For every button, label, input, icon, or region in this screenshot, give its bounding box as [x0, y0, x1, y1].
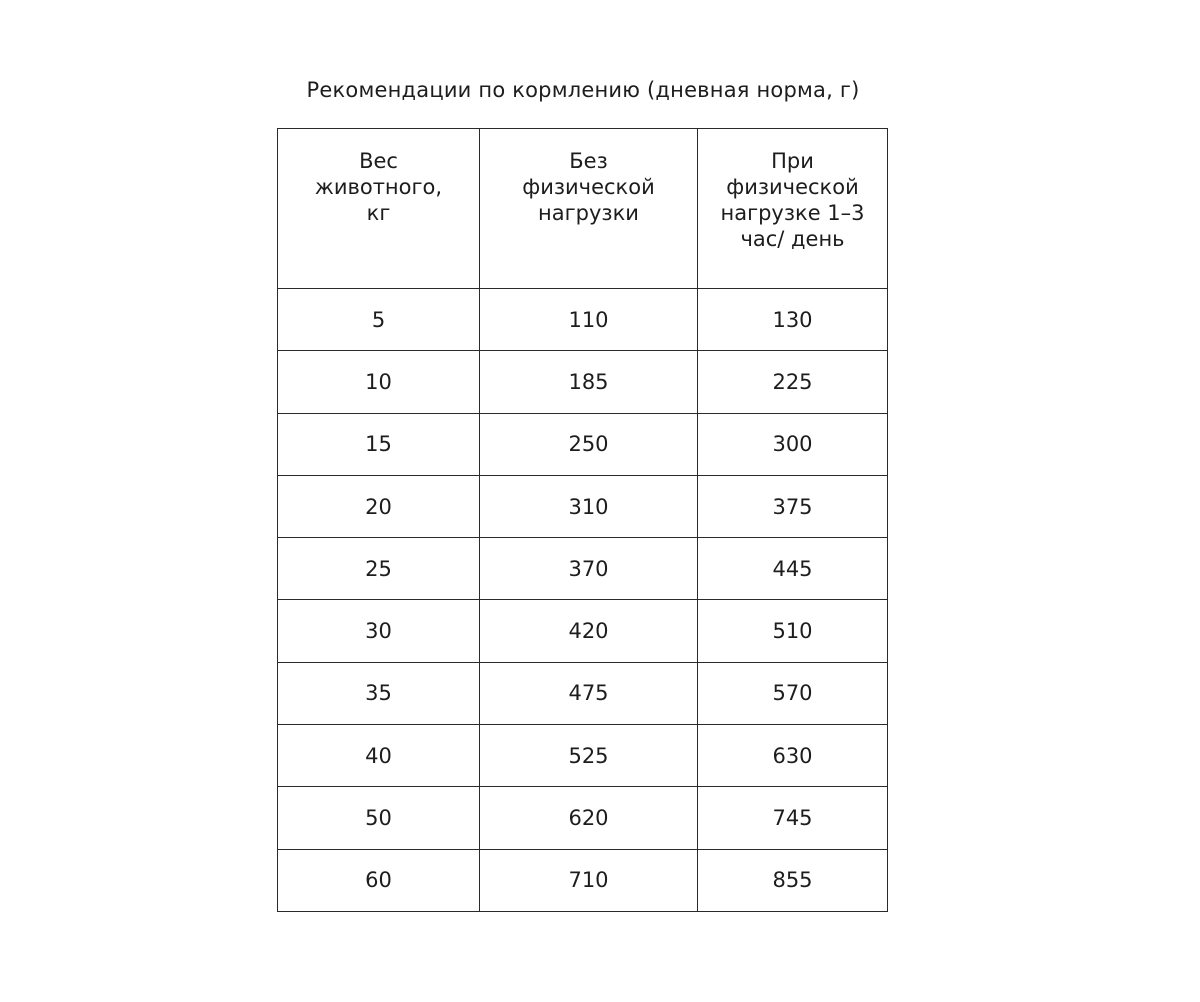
cell-no-activity: 370 — [480, 538, 698, 600]
cell-with-activity: 570 — [698, 662, 888, 724]
cell-with-activity: 375 — [698, 475, 888, 537]
table-row — [278, 725, 888, 787]
cell-no-activity: 420 — [480, 600, 698, 662]
table-header-row — [278, 129, 888, 289]
cell-weight: 60 — [278, 849, 480, 911]
cell-weight: 20 — [278, 475, 480, 537]
cell-with-activity: 300 — [698, 413, 888, 475]
table-row — [278, 600, 888, 662]
cell-weight: 15 — [278, 413, 480, 475]
cell-no-activity: 110 — [480, 289, 698, 351]
table-row — [278, 849, 888, 911]
cell-with-activity: 855 — [698, 849, 888, 911]
cell-with-activity: 510 — [698, 600, 888, 662]
cell-no-activity: 250 — [480, 413, 698, 475]
cell-with-activity: 130 — [698, 289, 888, 351]
table-row — [278, 662, 888, 724]
cell-with-activity: 225 — [698, 351, 888, 413]
header-weight — [278, 129, 480, 289]
feeding-table — [277, 128, 888, 912]
cell-no-activity: 310 — [480, 475, 698, 537]
cell-no-activity: 475 — [480, 662, 698, 724]
cell-weight: 30 — [278, 600, 480, 662]
table-title: Рекомендации по кормлению (дневная норма, г) — [306, 78, 860, 102]
header-no-activity — [480, 129, 698, 289]
cell-weight: 5 — [278, 289, 480, 351]
cell-weight: 50 — [278, 787, 480, 849]
table-row — [278, 787, 888, 849]
cell-no-activity: 620 — [480, 787, 698, 849]
cell-with-activity: 630 — [698, 725, 888, 787]
header-with-activity — [698, 129, 888, 289]
table-row — [278, 289, 888, 351]
table-row — [278, 475, 888, 537]
cell-weight: 25 — [278, 538, 480, 600]
header-no-activity-label: Без физической нагрузки — [522, 149, 655, 225]
cell-with-activity: 445 — [698, 538, 888, 600]
cell-with-activity: 745 — [698, 787, 888, 849]
table-row — [278, 413, 888, 475]
cell-no-activity: 710 — [480, 849, 698, 911]
header-weight-label: Вес животного, кг — [314, 149, 443, 225]
cell-weight: 40 — [278, 725, 480, 787]
table-row — [278, 538, 888, 600]
header-with-activity-label: При физической нагрузке 1–3 час/ день — [720, 149, 865, 251]
cell-weight: 35 — [278, 662, 480, 724]
cell-no-activity: 185 — [480, 351, 698, 413]
cell-weight: 10 — [278, 351, 480, 413]
table-row — [278, 351, 888, 413]
cell-no-activity: 525 — [480, 725, 698, 787]
